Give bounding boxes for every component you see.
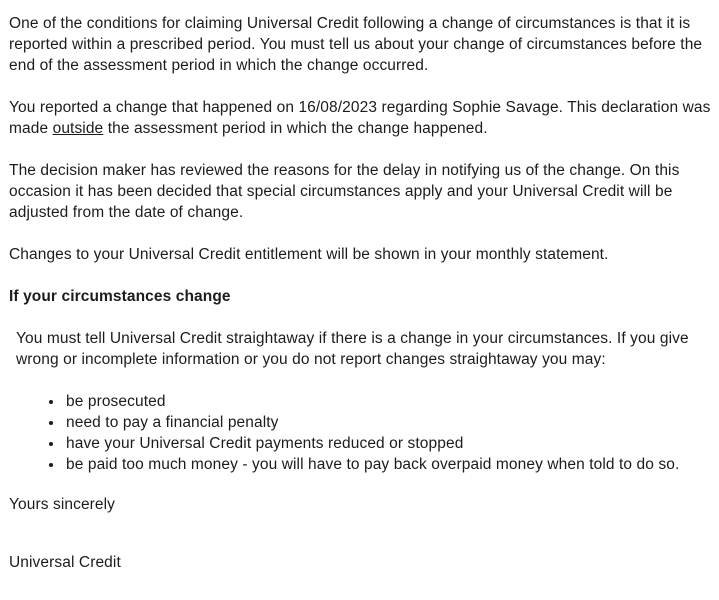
- list-item-prosecuted: • be prosecuted: [64, 391, 711, 412]
- paragraph-conditions: One of the conditions for claiming Universal Credit following a change of circumstances is that it is reported within a prescribed period. You must tell us about your change of circumstances before the end of the assessment period in which the change occurred.: [9, 15, 703, 74]
- reported-change-text-before: You reported a change that happened on 16/08/2023 regarding Sophie Savage. This declaration was made: [9, 99, 711, 137]
- outside-underlined-word: outside: [52, 120, 104, 137]
- list-item-financial-penalty: • need to pay a financial penalty: [64, 412, 711, 433]
- paragraph-statement-note: Changes to your Universal Credit entitlement will be shown in your monthly statement.: [9, 246, 609, 263]
- section-heading-circumstances-change: If your circumstances change: [9, 288, 231, 305]
- signature-text: Universal Credit: [9, 554, 121, 571]
- reported-change-text-after: the assessment period in which the change happened.: [103, 120, 488, 137]
- closing-text: Yours sincerely: [9, 496, 116, 513]
- list-item-overpaid-money: • be paid too much money - you will have to pay back overpaid money when told to do so.: [64, 454, 711, 475]
- must-tell-section: [16, 328, 711, 475]
- list-item-payments-reduced: • have your Universal Credit payments reduced or stopped: [64, 433, 711, 454]
- paragraph-reported-change: [9, 97, 711, 139]
- paragraph-decision-maker: The decision maker has reviewed the reasons for the delay in notifying us of the change. On this occasion it has been decided that special circumstances apply and your Universal Credit will be adjusted from the date of change.: [9, 162, 680, 221]
- paragraph-must-tell: You must tell Universal Credit straightaway if there is a change in your circumstances. If you give wrong or incomplete information or you do not report changes straightaway you may:: [16, 330, 689, 368]
- consequences-list: [16, 391, 711, 475]
